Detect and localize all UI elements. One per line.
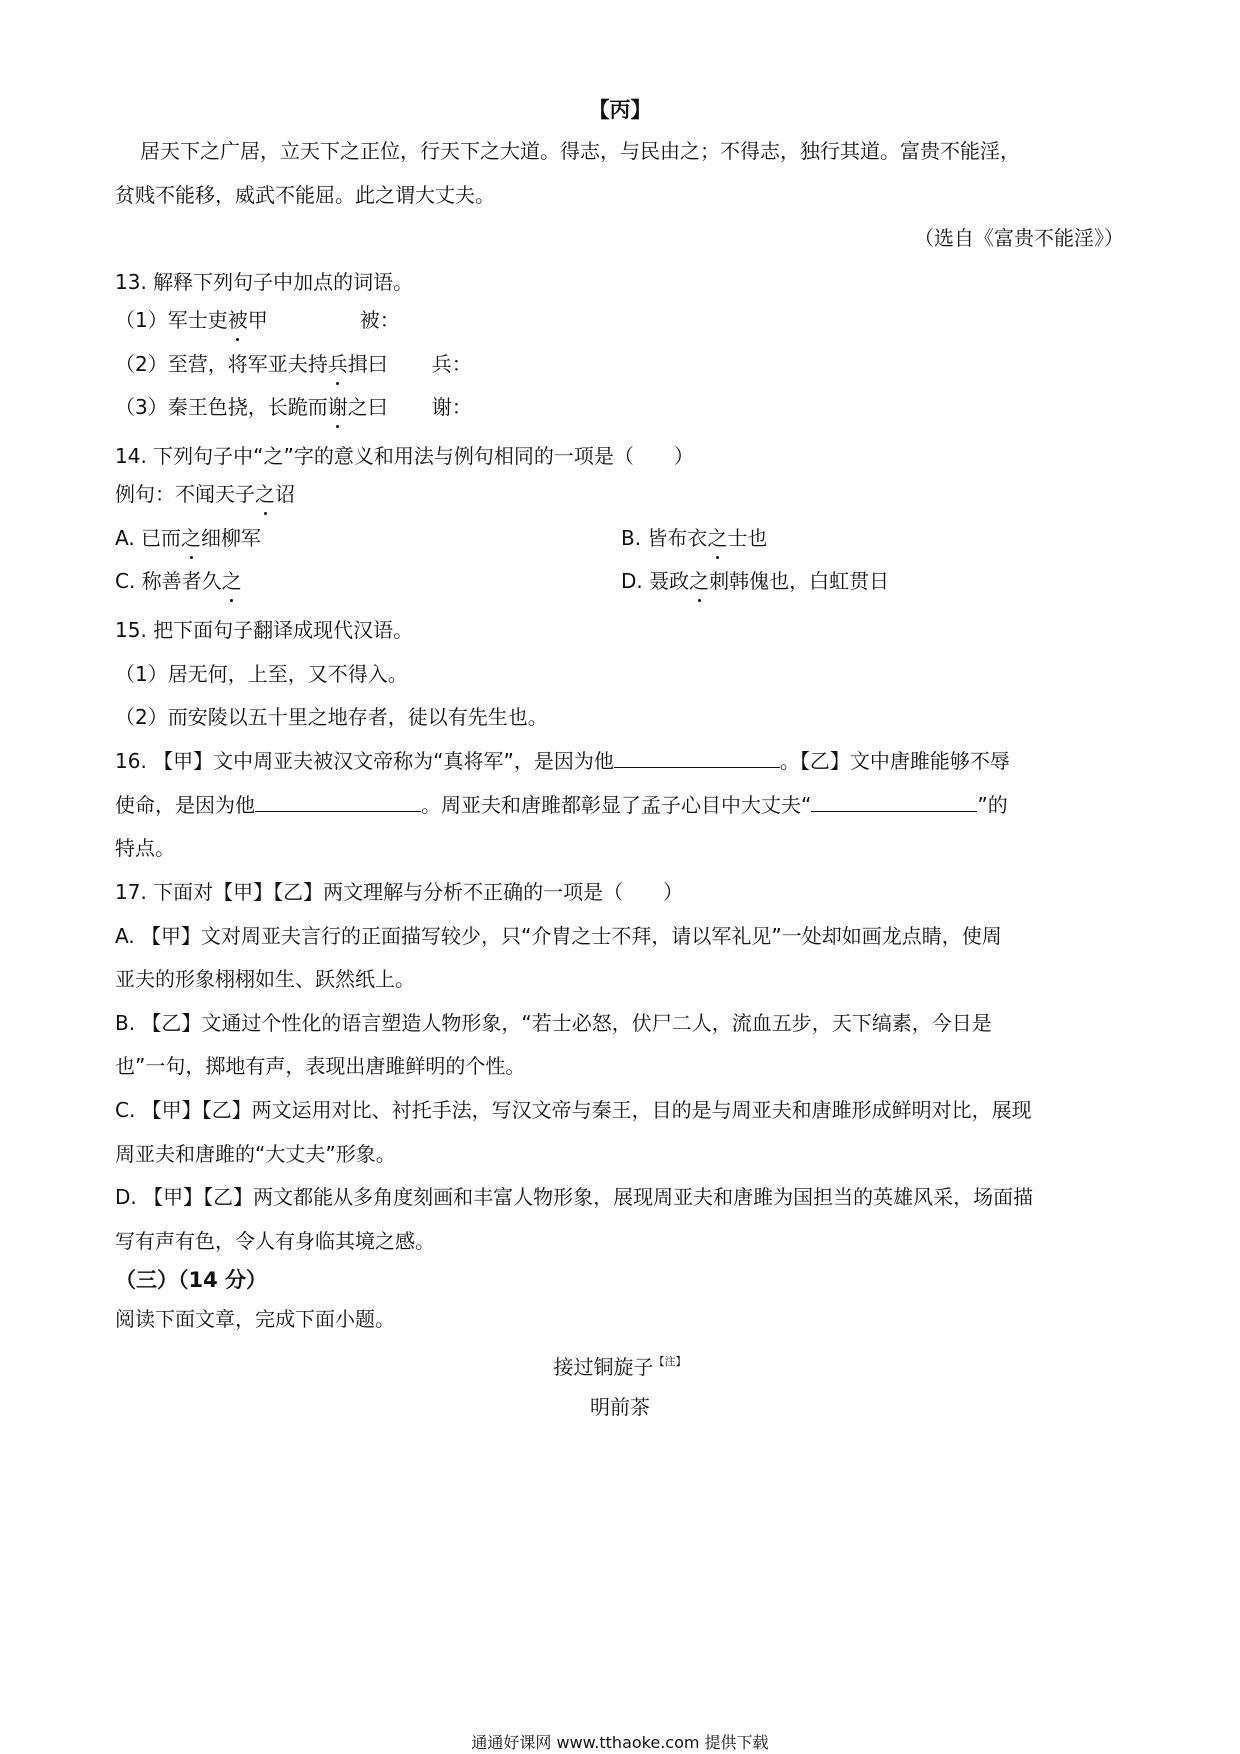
q13-item-3-term: 谢： [431,395,472,419]
q16-line-3: 特点。 [115,836,175,860]
q14-option-c-dotted-word: 之 [221,569,242,593]
q14-option-c-pre: C. 称善者久 [115,569,222,593]
q14-option-a-pre: A. 已而 [115,526,182,550]
q16-part-3: 使命，是因为他 [115,793,255,817]
q16-line-1 [115,747,1010,775]
q15-item-1: （1）居无何，上至，又不得入。 [115,662,408,686]
q14-option-d-post: 刺韩傀也，白虹贯日 [709,569,890,593]
q13-item-3 [115,393,472,421]
q17-option-d-line-1: D. 【甲】【乙】两文都能从多角度刻画和丰富人物形象，展现周亚夫和唐雎为国担当的英雄风采，场面描 [115,1185,1034,1209]
q14-option-b-dotted-word: 之 [707,526,728,550]
q15-stem: 15. 把下面句子翻译成现代汉语。 [115,618,414,642]
q13-item-1-pre: （1）军士吏 [115,308,228,332]
q14-option-b-pre: B. 皆布衣 [621,526,708,550]
section-3-heading: （三）（14 分） [115,1268,268,1292]
q13-item-2-pre: （2）至营，将军亚夫持 [115,352,328,376]
q17-option-b-line-1: B. 【乙】文通过个性化的语言塑造人物形象，“若士必怒，伏尸二人，流血五步，天下缟素，今日是 [115,1011,992,1035]
q17-option-a-line-1: A. 【甲】文对周亚夫言行的正面描写较少，只“介胄之士不拜，请以军礼见”一处却如画龙点睛，使周 [115,924,1002,948]
q13-stem: 13. 解释下列句子中加点的词语。 [115,270,414,294]
q17-option-b-line-2: 也”一句，掷地有声，表现出唐雎鲜明的个性。 [115,1054,526,1078]
footer-credit: 通通好课网 www.tthaoke.com 提供下载 [471,1733,769,1752]
q16-blank-2[interactable] [255,791,421,812]
passage-c-line-1: 居天下之广居，立天下之正位，行天下之大道。得志，与民由之；不得志，独行其道。富贵不能淫， [140,139,1020,163]
q15-item-2: （2）而安陵以五十里之地存者，徒以有先生也。 [115,705,548,729]
passage-c-line-2: 贫贱不能移，威武不能屈。此之谓大丈夫。 [115,183,495,207]
q17-stem: 17. 下面对【甲】【乙】两文理解与分析不正确的一项是（ ） [115,880,684,904]
q13-item-3-pre: （3）秦王色挠，长跪而 [115,395,328,419]
q14-option-d-dotted-word: 之 [689,569,710,593]
q16-line-2 [115,791,1008,819]
q14-example-post: 诏 [275,482,295,506]
article-author: 明前茶 [590,1395,650,1419]
q14-stem: 14. 下列句子中“之”字的意义和用法与例句相同的一项是（ ） [115,444,694,468]
q14-option-c [115,567,242,595]
q13-item-3-post: 之曰 [347,395,388,419]
q14-option-b [621,524,767,552]
passage-c-heading: 【丙】 [588,97,652,122]
q14-example-pre: 例句：不闻天子 [115,482,255,506]
q17-option-c-line-2: 周亚夫和唐雎的“大丈夫”形象。 [115,1142,396,1166]
q13-item-1-dotted-word: 被 [227,308,248,332]
section-3-instruction: 阅读下面文章，完成下面小题。 [115,1307,395,1331]
q16-part-1: 16. 【甲】文中周亚夫被汉文帝称为“真将军”，是因为他 [115,749,614,773]
q14-example [115,480,295,508]
q14-example-dotted-word: 之 [255,482,275,506]
q14-option-b-post: 士也 [727,526,768,550]
passage-c-source: （选自《富贵不能淫》） [914,226,1124,250]
article-note-mark: 【注】 [653,1355,687,1368]
q17-option-a-line-2: 亚夫的形象栩栩如生、跃然纸上。 [115,967,415,991]
article-title [0,1348,1240,1381]
article-title-text: 接过铜旋子 [553,1355,654,1379]
q14-option-a [115,524,261,552]
q13-item-2 [115,350,472,378]
q16-blank-3[interactable] [811,791,977,812]
q17-option-c-line-1: C. 【甲】【乙】两文运用对比、衬托手法，写汉文帝与秦王，目的是与周亚夫和唐雎形成鲜明对比，展现 [115,1098,1032,1122]
q13-item-2-dotted-word: 兵 [327,352,348,376]
q14-option-a-dotted-word: 之 [181,526,202,550]
q16-blank-1[interactable] [614,747,780,768]
q13-item-1-post: 甲 [247,308,268,332]
q13-item-3-dotted-word: 谢 [327,395,348,419]
q16-part-4: 。周亚夫和唐雎都彰显了孟子心目中大丈夫“ [421,793,812,817]
q13-item-1 [115,306,400,334]
q14-option-a-post: 细柳军 [201,526,262,550]
q14-option-d-pre: D. 聂政 [621,569,690,593]
q17-option-d-line-2: 写有声有色，令人有身临其境之感。 [115,1229,435,1253]
q13-item-1-term: 被： [359,308,400,332]
q14-option-d [621,567,889,595]
q13-item-2-term: 兵： [431,352,472,376]
q16-part-5: ”的 [977,793,1008,817]
q13-item-2-post: 揖曰 [347,352,388,376]
q16-part-2: 。【乙】文中唐雎能够不辱 [779,749,1010,773]
